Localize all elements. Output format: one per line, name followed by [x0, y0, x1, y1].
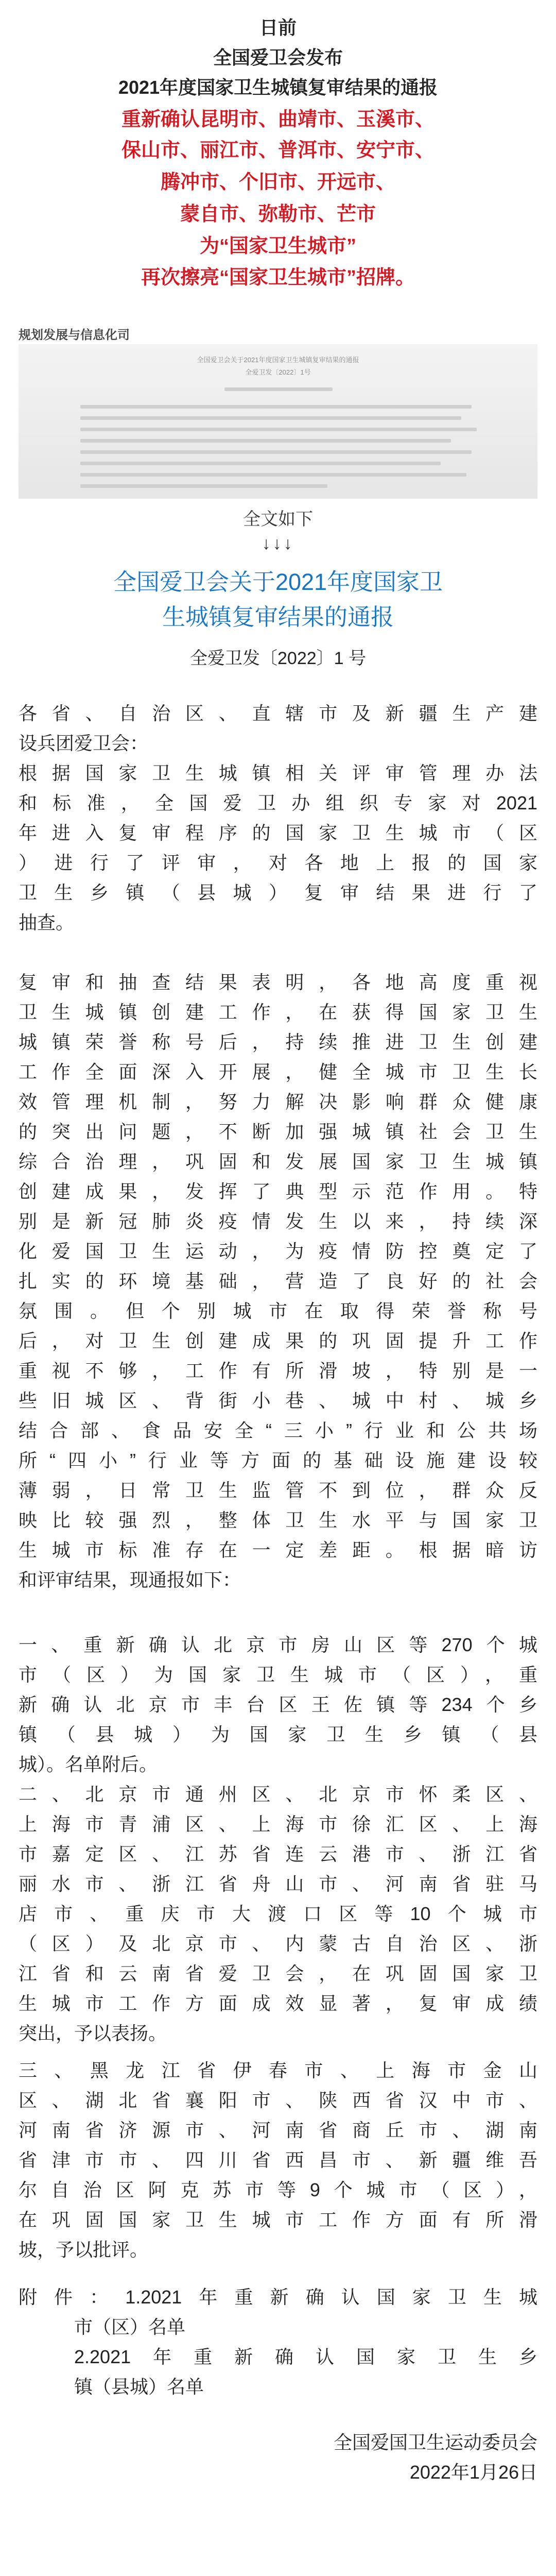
paragraph-line: 所“四小”行业等方面的基础设施建设较 [19, 1450, 537, 1471]
notice-title-line-2: 生城镇复审结果的通报 [162, 604, 394, 630]
paragraph-line: 尔自治区阿克苏市等9个城市（区）， [19, 2179, 537, 2200]
paragraph-item-two [19, 1780, 537, 2048]
notice-title-line-1: 全国爱卫会关于2021年度国家卫 [113, 569, 443, 595]
red-line-3: 腾冲市、个旧市、开远市、 [160, 172, 395, 193]
paragraph-line: 新确认北京市丰台区王佐镇等234个乡 [19, 1694, 537, 1715]
paragraph-line: 在巩固国家卫生城市工作方面有所滑 [19, 2209, 537, 2230]
paragraph-line: 些旧城区、背街小巷、城中村、城乡 [19, 1390, 537, 1411]
org-label: 规划发展与信息化司 [19, 328, 130, 342]
paragraph-line: 综合治理，巩固和发展国家卫生城镇 [19, 1151, 537, 1172]
paragraph-line: （区）及北京市、内蒙古自治区、浙 [19, 1933, 537, 1954]
red-line-2: 保山市、丽江市、普洱市、安宁市、 [121, 140, 435, 161]
header-line-3: 2021年度国家卫生城镇复审结果的通报 [118, 77, 438, 98]
paragraph-line: 生城市工作方面成效显著，复审成绩 [19, 1993, 537, 2014]
doc-image-title: 全国爱卫会关于2021年度国家卫生城镇复审结果的通报 [197, 356, 359, 364]
paragraph-line: 丽水市、浙江省舟山市、河南省驻马 [19, 1873, 537, 1894]
red-line-1: 重新确认昆明市、曲靖市、玉溪市、 [121, 109, 435, 130]
paragraph-line: 城镇荣誉称号后，持续推进卫生创建 [19, 1031, 537, 1053]
notice-title [0, 565, 556, 635]
document-thumbnail-image [19, 344, 537, 499]
header-line-2: 全国爱卫会发布 [213, 47, 343, 68]
salutation-line: 设兵团爱卫会： [19, 733, 149, 754]
paragraph-line: 重视不够，工作有所滑坡，特别是一 [19, 1360, 537, 1381]
paragraph-line: 扎实的环境基础，营造了良好的社会 [19, 1270, 537, 1292]
paragraph-line: 上海市青浦区、上海市徐汇区、上海 [19, 1814, 537, 1835]
paragraph-line: 城）。名单附后。 [19, 1754, 158, 1775]
paragraph-line: 化爱国卫生运动，为疫情防控奠定了 [19, 1241, 537, 1262]
salutation [19, 699, 537, 758]
paragraph-line: 二、北京市通州区、北京市怀柔区、 [19, 1784, 537, 1805]
paragraph-item-three [19, 2056, 537, 2265]
paragraph-line: 江省和云南省爱卫会，在巩固国家卫 [19, 1963, 537, 1984]
paragraph-line: 根据国家卫生城镇相关评审管理办法 [19, 762, 537, 784]
paragraph-line: 一、重新确认北京市房山区等270个城 [19, 1634, 537, 1655]
paragraph-line: 坡，予以批评。 [19, 2239, 149, 2260]
attachment-line: 2.2021年重新确认国家卫生乡 [74, 2346, 537, 2367]
paragraph-line: 效管理机制，努力解决影响群众健康 [19, 1091, 537, 1112]
paragraph-line: 工作全面深入开展，健全城市卫生长 [19, 1061, 537, 1082]
paragraph-line: 省津市市、四川省西昌市、新疆维吾 [19, 2149, 537, 2171]
paragraph-line: 薄弱，日常卫生监管不到位，群众反 [19, 1480, 537, 1501]
paragraph-line: 市（区）为国家卫生城市（区），重 [19, 1664, 537, 1685]
red-line-5: 为“国家卫生城市” [199, 235, 356, 257]
paragraph-line: 镇（县城）为国家卫生乡镇（县 [19, 1724, 537, 1745]
paragraph-line: 抽查。 [19, 912, 75, 933]
paragraph-line: 的突出问题，不断加强城镇社会卫生 [19, 1121, 537, 1142]
paragraph-results [19, 968, 537, 1595]
attachment-line: 市（区）名单 [74, 2316, 186, 2337]
red-line-6: 再次擦亮“国家卫生城市”招牌。 [141, 267, 415, 289]
paragraph-line: 结合部、食品安全“三小”行业和公共场 [19, 1420, 537, 1441]
signature-org: 全国爱国卫生运动委员会 [333, 2432, 537, 2453]
signature-date: 2022年1月26日 [409, 2462, 537, 2483]
paragraph-intro [19, 758, 537, 938]
attachments [19, 2282, 537, 2402]
paragraph-line: 突出，予以表扬。 [19, 2023, 167, 2044]
paragraph-line: 氛围。但个别城市在取得荣誉称号 [19, 1300, 537, 1321]
header-line-1: 日前 [259, 17, 297, 38]
paragraph-line: 卫生乡镇（县城）复审结果进行了 [19, 882, 537, 903]
attachment-line: 镇（县城）名单 [74, 2376, 204, 2397]
attachment-line: 附件：1.2021年重新确认国家卫生城 [19, 2286, 537, 2308]
paragraph-line: 别是新冠肺炎疫情发生以来，持续深 [19, 1211, 537, 1232]
paragraph-line: 映比较强烈，整体卫生水平与国家卫 [19, 1510, 537, 1531]
signature-block [19, 2428, 537, 2487]
down-arrows: ↓↓↓ [262, 534, 294, 553]
paragraph-line: 和标准，全国爱卫办组织专家对2021 [19, 792, 537, 814]
notice-document-number: 全爱卫发〔2022〕1 号 [190, 649, 366, 668]
paragraph-line: 和评审结果，现通报如下： [19, 1569, 241, 1590]
paragraph-line: 三、黑龙江省伊春市、上海市金山 [19, 2060, 537, 2081]
paragraph-line: ）进行了评审，对各地上报的国家 [19, 852, 537, 873]
paragraph-line: 卫生城镇创建工作，在获得国家卫生 [19, 1002, 537, 1023]
paragraph-line: 店市、重庆市大渡口区等10个城市 [19, 1903, 537, 1924]
paragraph-line: 河南省济源市、河南省商丘市、湖南 [19, 2120, 537, 2141]
paragraph-line: 区、湖北省襄阳市、陕西省汉中市、 [19, 2090, 537, 2111]
red-line-4: 蒙自市、弥勒市、芒市 [180, 204, 376, 225]
paragraph-line: 复审和抽查结果表明，各地高度重视 [19, 972, 537, 993]
paragraph-line: 创建成果，发挥了典型示范作用。特 [19, 1181, 537, 1202]
paragraph-line: 后，对卫生创建成果的巩固提升工作 [19, 1330, 537, 1351]
paragraph-line: 生城市标准存在一定差距。根据暗访 [19, 1539, 537, 1561]
salutation-line: 各省、自治区、直辖市及新疆生产建 [19, 703, 537, 724]
paragraph-line: 市嘉定区、江苏省连云港市、浙江省 [19, 1843, 537, 1865]
doc-image-number: 全爱卫发〔2022〕1号 [245, 368, 311, 376]
paragraph-item-one [19, 1630, 537, 1780]
full-text-label: 全文如下 [243, 510, 313, 529]
paragraph-line: 年进入复审程序的国家卫生城市（区 [19, 822, 537, 843]
